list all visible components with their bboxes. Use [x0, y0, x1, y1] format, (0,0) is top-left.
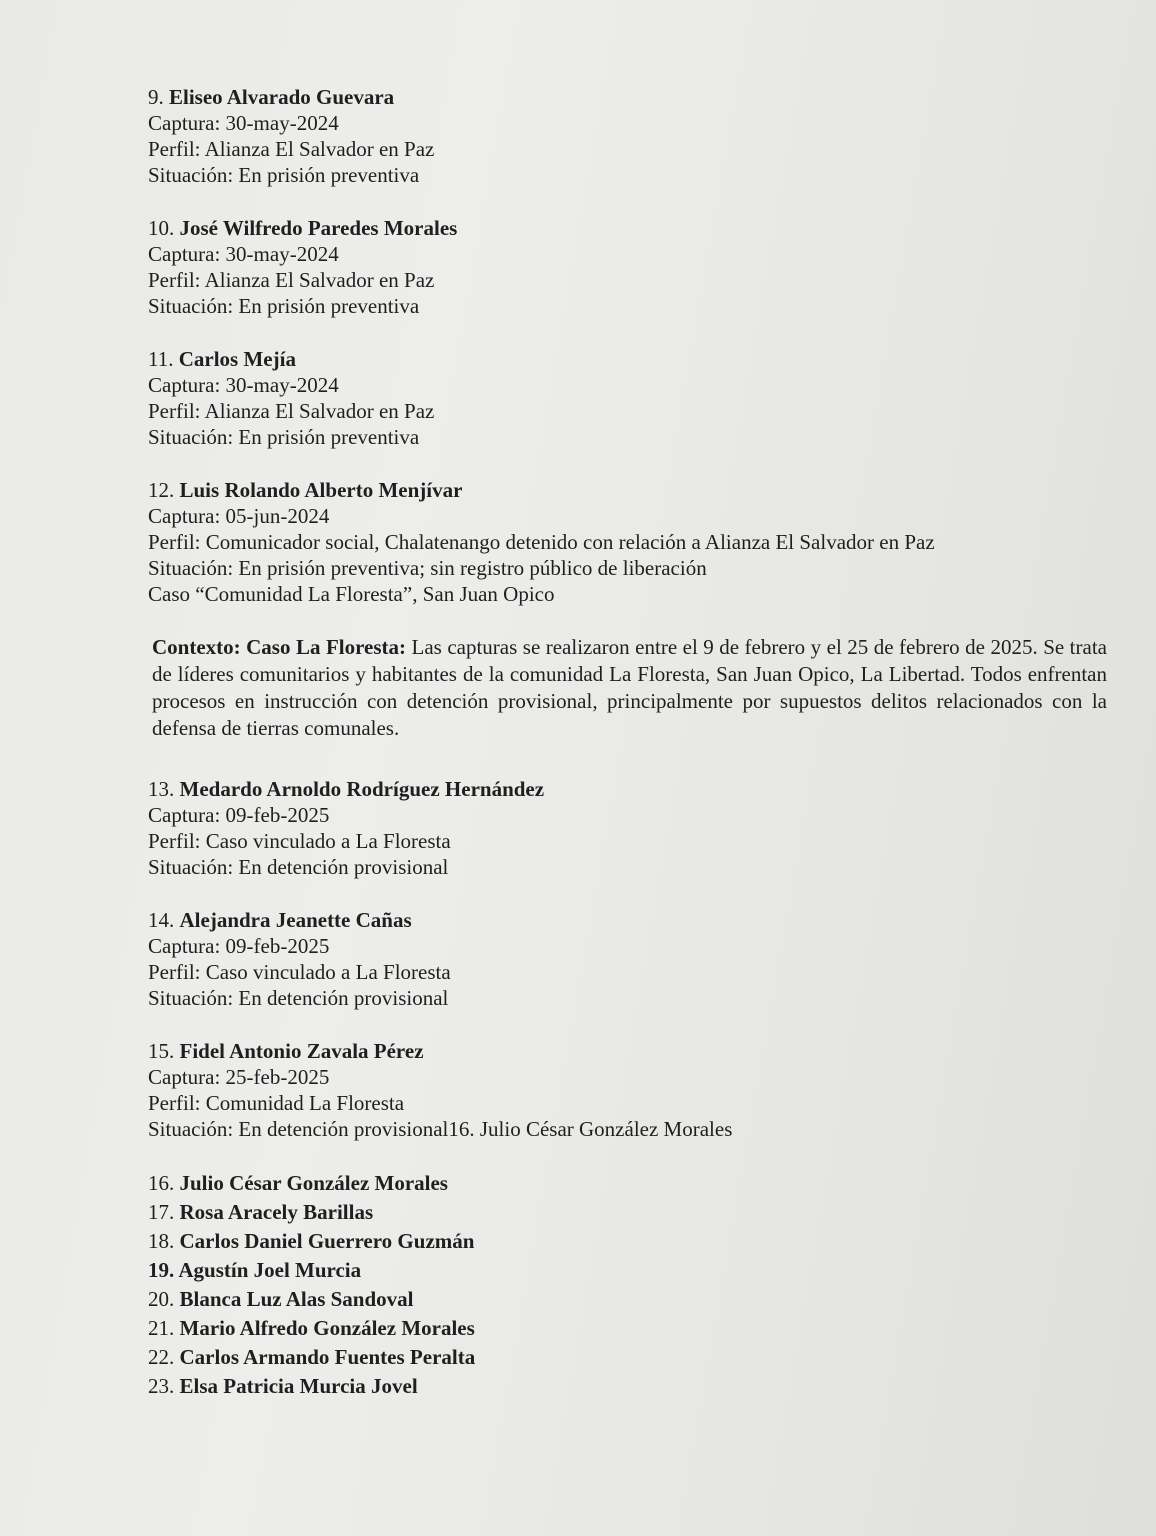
- person-entry-11: [148, 346, 1108, 450]
- entry-heading: [148, 477, 1108, 503]
- entry-captura: Captura: 30-may-2024: [148, 111, 339, 135]
- person-entry-15: [148, 1038, 1108, 1142]
- entry-heading: [148, 215, 1108, 241]
- entry-name: Alejandra Jeanette Cañas: [179, 908, 412, 932]
- entry-perfil: Perfil: Comunidad La Floresta: [148, 1091, 405, 1115]
- entry-name: Fidel Antonio Zavala Pérez: [179, 1039, 424, 1063]
- names-list: [148, 1169, 1108, 1401]
- list-item-name: Julio César González Morales: [179, 1171, 448, 1195]
- list-item: [148, 1256, 1108, 1285]
- list-item-number: 17.: [148, 1200, 175, 1224]
- entry-perfil: Perfil: Caso vinculado a La Floresta: [148, 829, 451, 853]
- entry-heading: [148, 776, 1108, 802]
- entry-situacion: Situación: En prisión preventiva: [148, 294, 420, 318]
- entry-perfil: Perfil: Caso vinculado a La Floresta: [148, 960, 451, 984]
- list-item-name: Carlos Daniel Guerrero Guzmán: [179, 1229, 475, 1253]
- list-item-number: 21.: [148, 1316, 175, 1340]
- list-item-number: 20.: [148, 1287, 175, 1311]
- entry-number: 11.: [148, 347, 174, 371]
- list-item-number: 16.: [148, 1171, 175, 1195]
- entry-name: Carlos Mejía: [178, 347, 296, 371]
- entry-heading: [148, 84, 1108, 110]
- entry-situacion: Situación: En detención provisional: [148, 855, 449, 879]
- entry-captura: Captura: 30-may-2024: [148, 373, 339, 397]
- entry-perfil: Perfil: Alianza El Salvador en Paz: [148, 268, 435, 292]
- entry-number: 14.: [148, 908, 175, 932]
- entry-situacion: Situación: En detención provisional16. Julio César González Morales: [148, 1117, 733, 1141]
- entry-heading: [148, 1038, 1108, 1064]
- list-item: [148, 1314, 1108, 1343]
- list-item-name: Blanca Luz Alas Sandoval: [179, 1287, 414, 1311]
- list-item: [148, 1372, 1108, 1401]
- entry-heading: [148, 907, 1108, 933]
- entry-name: José Wilfredo Paredes Morales: [179, 216, 458, 240]
- entry-number: 15.: [148, 1039, 175, 1063]
- entry-name: Luis Rolando Alberto Menjívar: [179, 478, 463, 502]
- list-item-name: Elsa Patricia Murcia Jovel: [179, 1374, 418, 1398]
- entry-perfil: Perfil: Comunicador social, Chalatenango detenido con relación a Alianza El Salvador en Paz: [148, 530, 935, 554]
- list-item-name: Carlos Armando Fuentes Peralta: [179, 1345, 476, 1369]
- entry-caso: Caso “Comunidad La Floresta”, San Juan Opico: [148, 582, 555, 606]
- entry-situacion: Situación: En prisión preventiva: [148, 163, 420, 187]
- entry-number: 9.: [148, 85, 164, 109]
- list-item-number: 19.: [148, 1258, 175, 1282]
- document-content: [148, 84, 1108, 1401]
- person-entry-14: [148, 907, 1108, 1011]
- entry-captura: Captura: 05-jun-2024: [148, 504, 330, 528]
- list-item: [148, 1227, 1108, 1256]
- entry-captura: Captura: 25-feb-2025: [148, 1065, 330, 1089]
- person-entry-12: [148, 477, 1108, 607]
- context-label: Contexto: Caso La Floresta:: [152, 635, 407, 659]
- entry-number: 13.: [148, 777, 175, 801]
- entry-number: 12.: [148, 478, 175, 502]
- entry-captura: Captura: 09-feb-2025: [148, 934, 330, 958]
- list-item-name: Mario Alfredo González Morales: [179, 1316, 475, 1340]
- list-item: [148, 1343, 1108, 1372]
- list-item-number: 18.: [148, 1229, 175, 1253]
- entry-perfil: Perfil: Alianza El Salvador en Paz: [148, 137, 435, 161]
- list-item-name: Rosa Aracely Barillas: [179, 1200, 374, 1224]
- entry-captura: Captura: 30-may-2024: [148, 242, 339, 266]
- list-item: [148, 1198, 1108, 1227]
- entry-captura: Captura: 09-feb-2025: [148, 803, 330, 827]
- context-text: Las capturas se realizaron entre el 9 de febrero y el 25 de febrero de 2025. Se trata de líderes comunitarios y habitantes de la comunidad La Floresta, San Juan Opico, La Libertad. Todos enfrentan procesos en instrucción con detención provisional, principalmente por supuestos delitos relacionados con la defensa de tierras comunales.: [152, 635, 1107, 740]
- entry-situacion: Situación: En prisión preventiva; sin registro público de liberación: [148, 556, 707, 580]
- entry-situacion: Situación: En detención provisional: [148, 986, 449, 1010]
- entry-perfil: Perfil: Alianza El Salvador en Paz: [148, 399, 435, 423]
- list-item-name: Agustín Joel Murcia: [178, 1258, 362, 1282]
- context-paragraph: [152, 634, 1107, 742]
- list-item-number: 23.: [148, 1374, 175, 1398]
- entry-situacion: Situación: En prisión preventiva: [148, 425, 420, 449]
- entry-number: 10.: [148, 216, 175, 240]
- list-item: [148, 1169, 1108, 1198]
- entry-name: Medardo Arnoldo Rodríguez Hernández: [179, 777, 545, 801]
- entry-name: Eliseo Alvarado Guevara: [169, 85, 395, 109]
- entry-heading: [148, 346, 1108, 372]
- person-entry-10: [148, 215, 1108, 319]
- list-item: [148, 1285, 1108, 1314]
- person-entry-13: [148, 776, 1108, 880]
- list-item-number: 22.: [148, 1345, 175, 1369]
- person-entry-9: [148, 84, 1108, 188]
